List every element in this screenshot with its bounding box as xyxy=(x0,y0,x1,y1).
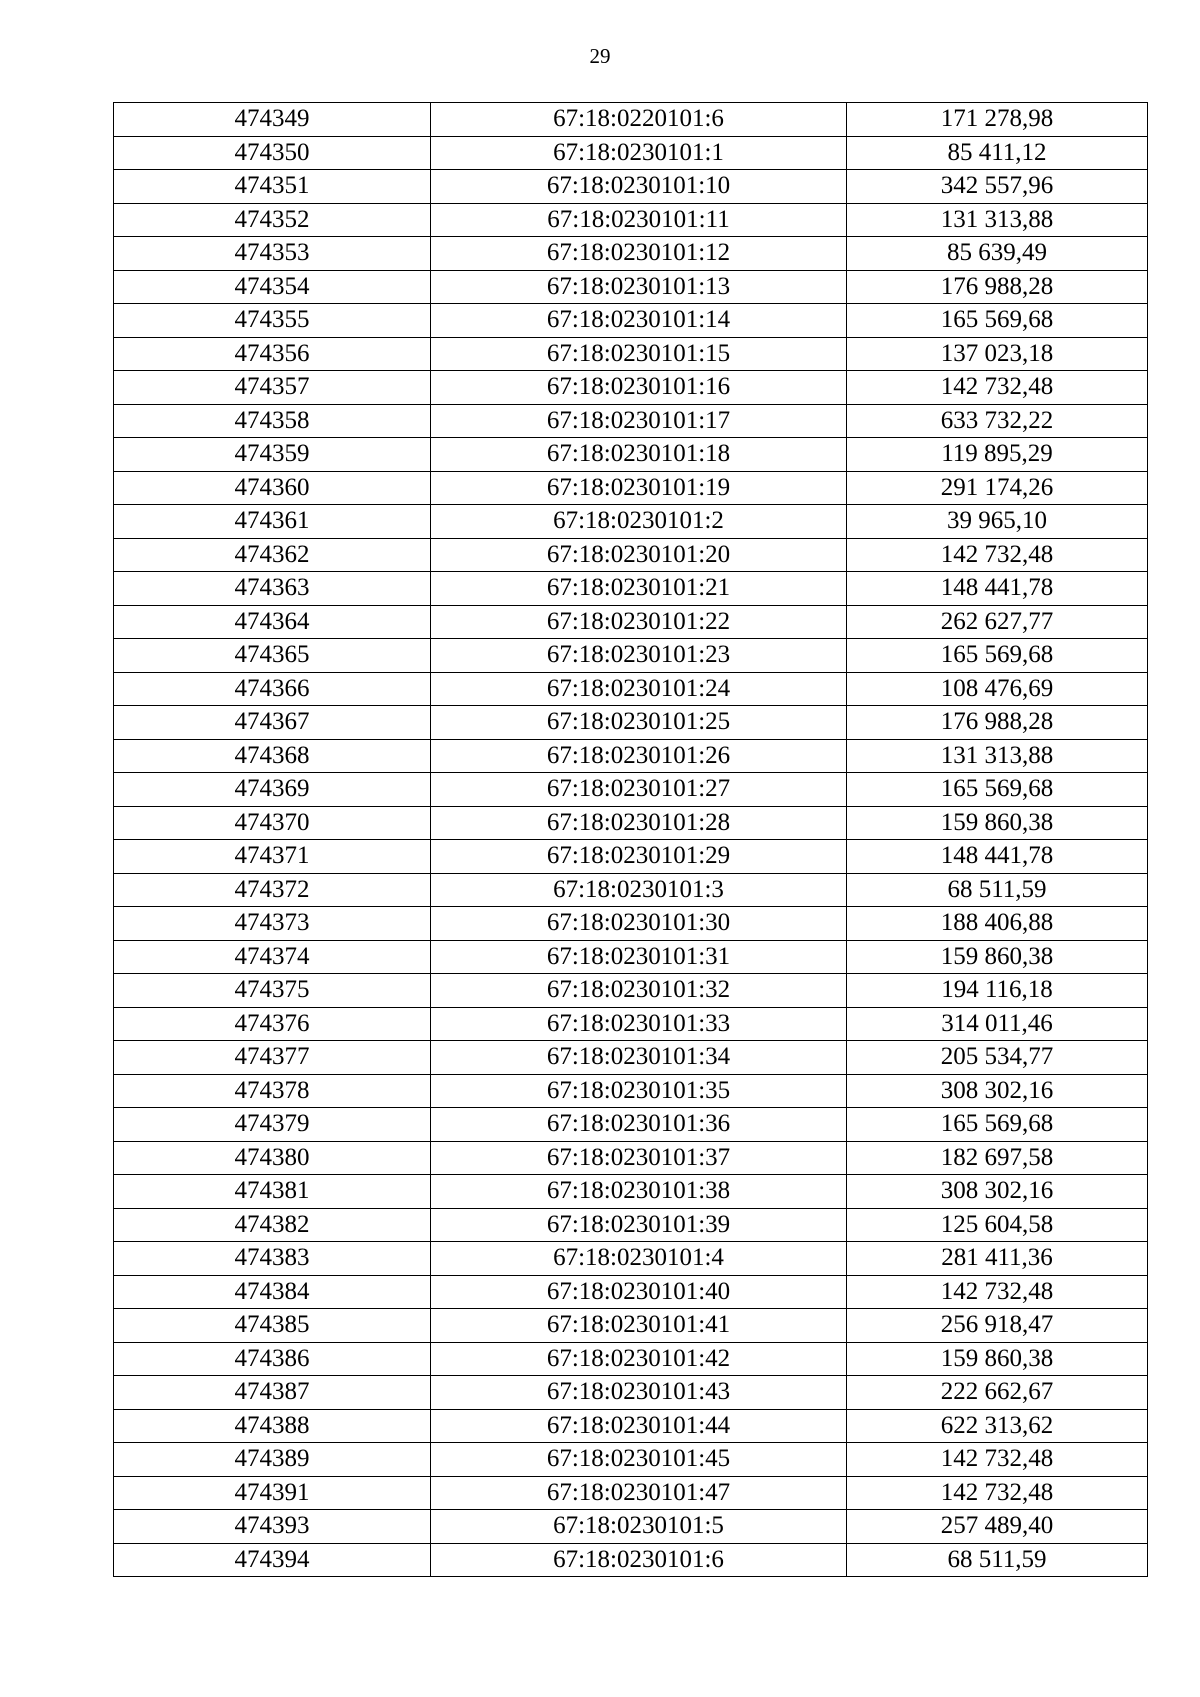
value-cell: 85 411,12 xyxy=(847,136,1148,170)
cadastral-number-cell: 67:18:0230101:20 xyxy=(431,538,847,572)
table-row xyxy=(114,237,1148,271)
value-cell: 291 174,26 xyxy=(847,471,1148,505)
cadastral-number-cell: 67:18:0230101:45 xyxy=(431,1443,847,1477)
value-cell: 165 569,68 xyxy=(847,639,1148,673)
value-cell: 159 860,38 xyxy=(847,806,1148,840)
table-row xyxy=(114,270,1148,304)
value-cell: 148 441,78 xyxy=(847,840,1148,874)
record-number-cell: 474394 xyxy=(114,1543,431,1577)
records-table xyxy=(113,102,1148,1577)
record-number-cell: 474358 xyxy=(114,404,431,438)
value-cell: 262 627,77 xyxy=(847,605,1148,639)
cadastral-number-cell: 67:18:0230101:29 xyxy=(431,840,847,874)
table-row xyxy=(114,1476,1148,1510)
cadastral-number-cell: 67:18:0230101:17 xyxy=(431,404,847,438)
value-cell: 108 476,69 xyxy=(847,672,1148,706)
table-row xyxy=(114,706,1148,740)
cadastral-number-cell: 67:18:0230101:32 xyxy=(431,974,847,1008)
record-number-cell: 474354 xyxy=(114,270,431,304)
cadastral-number-cell: 67:18:0230101:28 xyxy=(431,806,847,840)
table-row xyxy=(114,672,1148,706)
record-number-cell: 474349 xyxy=(114,103,431,137)
record-number-cell: 474355 xyxy=(114,304,431,338)
table-row xyxy=(114,1443,1148,1477)
cadastral-number-cell: 67:18:0230101:42 xyxy=(431,1342,847,1376)
value-cell: 159 860,38 xyxy=(847,940,1148,974)
cadastral-number-cell: 67:18:0230101:30 xyxy=(431,907,847,941)
table-row xyxy=(114,438,1148,472)
record-number-cell: 474373 xyxy=(114,907,431,941)
cadastral-number-cell: 67:18:0230101:22 xyxy=(431,605,847,639)
value-cell: 314 011,46 xyxy=(847,1007,1148,1041)
record-number-cell: 474356 xyxy=(114,337,431,371)
record-number-cell: 474352 xyxy=(114,203,431,237)
value-cell: 125 604,58 xyxy=(847,1208,1148,1242)
cadastral-number-cell: 67:18:0230101:25 xyxy=(431,706,847,740)
table-row xyxy=(114,907,1148,941)
cadastral-number-cell: 67:18:0230101:24 xyxy=(431,672,847,706)
value-cell: 165 569,68 xyxy=(847,773,1148,807)
cadastral-number-cell: 67:18:0230101:10 xyxy=(431,170,847,204)
record-number-cell: 474376 xyxy=(114,1007,431,1041)
table-row xyxy=(114,1342,1148,1376)
cadastral-number-cell: 67:18:0230101:14 xyxy=(431,304,847,338)
record-number-cell: 474353 xyxy=(114,237,431,271)
record-number-cell: 474363 xyxy=(114,572,431,606)
table-row xyxy=(114,1141,1148,1175)
table-row xyxy=(114,505,1148,539)
record-number-cell: 474351 xyxy=(114,170,431,204)
record-number-cell: 474388 xyxy=(114,1409,431,1443)
cadastral-number-cell: 67:18:0230101:37 xyxy=(431,1141,847,1175)
record-number-cell: 474357 xyxy=(114,371,431,405)
cadastral-number-cell: 67:18:0230101:15 xyxy=(431,337,847,371)
cadastral-number-cell: 67:18:0230101:41 xyxy=(431,1309,847,1343)
value-cell: 131 313,88 xyxy=(847,739,1148,773)
cadastral-number-cell: 67:18:0230101:34 xyxy=(431,1041,847,1075)
table-row xyxy=(114,538,1148,572)
record-number-cell: 474362 xyxy=(114,538,431,572)
record-number-cell: 474375 xyxy=(114,974,431,1008)
cadastral-number-cell: 67:18:0230101:31 xyxy=(431,940,847,974)
table-row xyxy=(114,773,1148,807)
cadastral-number-cell: 67:18:0230101:27 xyxy=(431,773,847,807)
cadastral-number-cell: 67:18:0220101:6 xyxy=(431,103,847,137)
value-cell: 142 732,48 xyxy=(847,1476,1148,1510)
value-cell: 342 557,96 xyxy=(847,170,1148,204)
value-cell: 142 732,48 xyxy=(847,1275,1148,1309)
table-row xyxy=(114,1175,1148,1209)
table-row xyxy=(114,170,1148,204)
record-number-cell: 474385 xyxy=(114,1309,431,1343)
cadastral-number-cell: 67:18:0230101:26 xyxy=(431,739,847,773)
table-row xyxy=(114,1543,1148,1577)
record-number-cell: 474380 xyxy=(114,1141,431,1175)
record-number-cell: 474371 xyxy=(114,840,431,874)
cadastral-number-cell: 67:18:0230101:23 xyxy=(431,639,847,673)
table-row xyxy=(114,203,1148,237)
record-number-cell: 474384 xyxy=(114,1275,431,1309)
table-row xyxy=(114,371,1148,405)
record-number-cell: 474361 xyxy=(114,505,431,539)
value-cell: 85 639,49 xyxy=(847,237,1148,271)
record-number-cell: 474391 xyxy=(114,1476,431,1510)
record-number-cell: 474365 xyxy=(114,639,431,673)
value-cell: 176 988,28 xyxy=(847,706,1148,740)
cadastral-number-cell: 67:18:0230101:12 xyxy=(431,237,847,271)
value-cell: 622 313,62 xyxy=(847,1409,1148,1443)
table-row xyxy=(114,605,1148,639)
record-number-cell: 474369 xyxy=(114,773,431,807)
cadastral-number-cell: 67:18:0230101:39 xyxy=(431,1208,847,1242)
value-cell: 182 697,58 xyxy=(847,1141,1148,1175)
record-number-cell: 474359 xyxy=(114,438,431,472)
value-cell: 222 662,67 xyxy=(847,1376,1148,1410)
table-row xyxy=(114,136,1148,170)
cadastral-number-cell: 67:18:0230101:2 xyxy=(431,505,847,539)
table-row xyxy=(114,639,1148,673)
value-cell: 39 965,10 xyxy=(847,505,1148,539)
record-number-cell: 474383 xyxy=(114,1242,431,1276)
table-row xyxy=(114,1108,1148,1142)
table-row xyxy=(114,1041,1148,1075)
cadastral-number-cell: 67:18:0230101:3 xyxy=(431,873,847,907)
cadastral-number-cell: 67:18:0230101:43 xyxy=(431,1376,847,1410)
value-cell: 142 732,48 xyxy=(847,538,1148,572)
table-row xyxy=(114,974,1148,1008)
record-number-cell: 474387 xyxy=(114,1376,431,1410)
value-cell: 142 732,48 xyxy=(847,1443,1148,1477)
record-number-cell: 474368 xyxy=(114,739,431,773)
table-row xyxy=(114,739,1148,773)
table-row xyxy=(114,1309,1148,1343)
record-number-cell: 474381 xyxy=(114,1175,431,1209)
cadastral-number-cell: 67:18:0230101:19 xyxy=(431,471,847,505)
record-number-cell: 474364 xyxy=(114,605,431,639)
table-row xyxy=(114,1409,1148,1443)
table-row xyxy=(114,1007,1148,1041)
value-cell: 159 860,38 xyxy=(847,1342,1148,1376)
table-row xyxy=(114,840,1148,874)
value-cell: 131 313,88 xyxy=(847,203,1148,237)
record-number-cell: 474372 xyxy=(114,873,431,907)
record-number-cell: 474374 xyxy=(114,940,431,974)
table-row xyxy=(114,337,1148,371)
value-cell: 176 988,28 xyxy=(847,270,1148,304)
records-table-body xyxy=(114,103,1148,1577)
cadastral-number-cell: 67:18:0230101:16 xyxy=(431,371,847,405)
cadastral-number-cell: 67:18:0230101:13 xyxy=(431,270,847,304)
cadastral-number-cell: 67:18:0230101:5 xyxy=(431,1510,847,1544)
value-cell: 256 918,47 xyxy=(847,1309,1148,1343)
value-cell: 165 569,68 xyxy=(847,1108,1148,1142)
table-row xyxy=(114,873,1148,907)
record-number-cell: 474386 xyxy=(114,1342,431,1376)
record-number-cell: 474382 xyxy=(114,1208,431,1242)
value-cell: 142 732,48 xyxy=(847,371,1148,405)
cadastral-number-cell: 67:18:0230101:21 xyxy=(431,572,847,606)
record-number-cell: 474370 xyxy=(114,806,431,840)
table-row xyxy=(114,1242,1148,1276)
value-cell: 188 406,88 xyxy=(847,907,1148,941)
table-row xyxy=(114,940,1148,974)
table-row xyxy=(114,103,1148,137)
table-row xyxy=(114,572,1148,606)
table-row xyxy=(114,806,1148,840)
cadastral-number-cell: 67:18:0230101:36 xyxy=(431,1108,847,1142)
cadastral-number-cell: 67:18:0230101:35 xyxy=(431,1074,847,1108)
cadastral-number-cell: 67:18:0230101:33 xyxy=(431,1007,847,1041)
record-number-cell: 474350 xyxy=(114,136,431,170)
value-cell: 148 441,78 xyxy=(847,572,1148,606)
value-cell: 137 023,18 xyxy=(847,337,1148,371)
value-cell: 68 511,59 xyxy=(847,873,1148,907)
value-cell: 281 411,36 xyxy=(847,1242,1148,1276)
cadastral-number-cell: 67:18:0230101:4 xyxy=(431,1242,847,1276)
record-number-cell: 474367 xyxy=(114,706,431,740)
value-cell: 68 511,59 xyxy=(847,1543,1148,1577)
cadastral-number-cell: 67:18:0230101:1 xyxy=(431,136,847,170)
cadastral-number-cell: 67:18:0230101:11 xyxy=(431,203,847,237)
table-row xyxy=(114,1376,1148,1410)
table-row xyxy=(114,1275,1148,1309)
record-number-cell: 474378 xyxy=(114,1074,431,1108)
record-number-cell: 474366 xyxy=(114,672,431,706)
record-number-cell: 474377 xyxy=(114,1041,431,1075)
value-cell: 171 278,98 xyxy=(847,103,1148,137)
value-cell: 194 116,18 xyxy=(847,974,1148,1008)
table-row xyxy=(114,304,1148,338)
value-cell: 165 569,68 xyxy=(847,304,1148,338)
cadastral-number-cell: 67:18:0230101:38 xyxy=(431,1175,847,1209)
record-number-cell: 474393 xyxy=(114,1510,431,1544)
record-number-cell: 474360 xyxy=(114,471,431,505)
value-cell: 119 895,29 xyxy=(847,438,1148,472)
cadastral-number-cell: 67:18:0230101:18 xyxy=(431,438,847,472)
table-row xyxy=(114,1510,1148,1544)
table-row xyxy=(114,1074,1148,1108)
table-row xyxy=(114,471,1148,505)
value-cell: 633 732,22 xyxy=(847,404,1148,438)
table-row xyxy=(114,1208,1148,1242)
value-cell: 308 302,16 xyxy=(847,1175,1148,1209)
cadastral-number-cell: 67:18:0230101:40 xyxy=(431,1275,847,1309)
cadastral-number-cell: 67:18:0230101:6 xyxy=(431,1543,847,1577)
cadastral-number-cell: 67:18:0230101:44 xyxy=(431,1409,847,1443)
record-number-cell: 474389 xyxy=(114,1443,431,1477)
value-cell: 308 302,16 xyxy=(847,1074,1148,1108)
value-cell: 257 489,40 xyxy=(847,1510,1148,1544)
page-number: 29 xyxy=(589,44,611,68)
record-number-cell: 474379 xyxy=(114,1108,431,1142)
table-row xyxy=(114,404,1148,438)
cadastral-number-cell: 67:18:0230101:47 xyxy=(431,1476,847,1510)
value-cell: 205 534,77 xyxy=(847,1041,1148,1075)
